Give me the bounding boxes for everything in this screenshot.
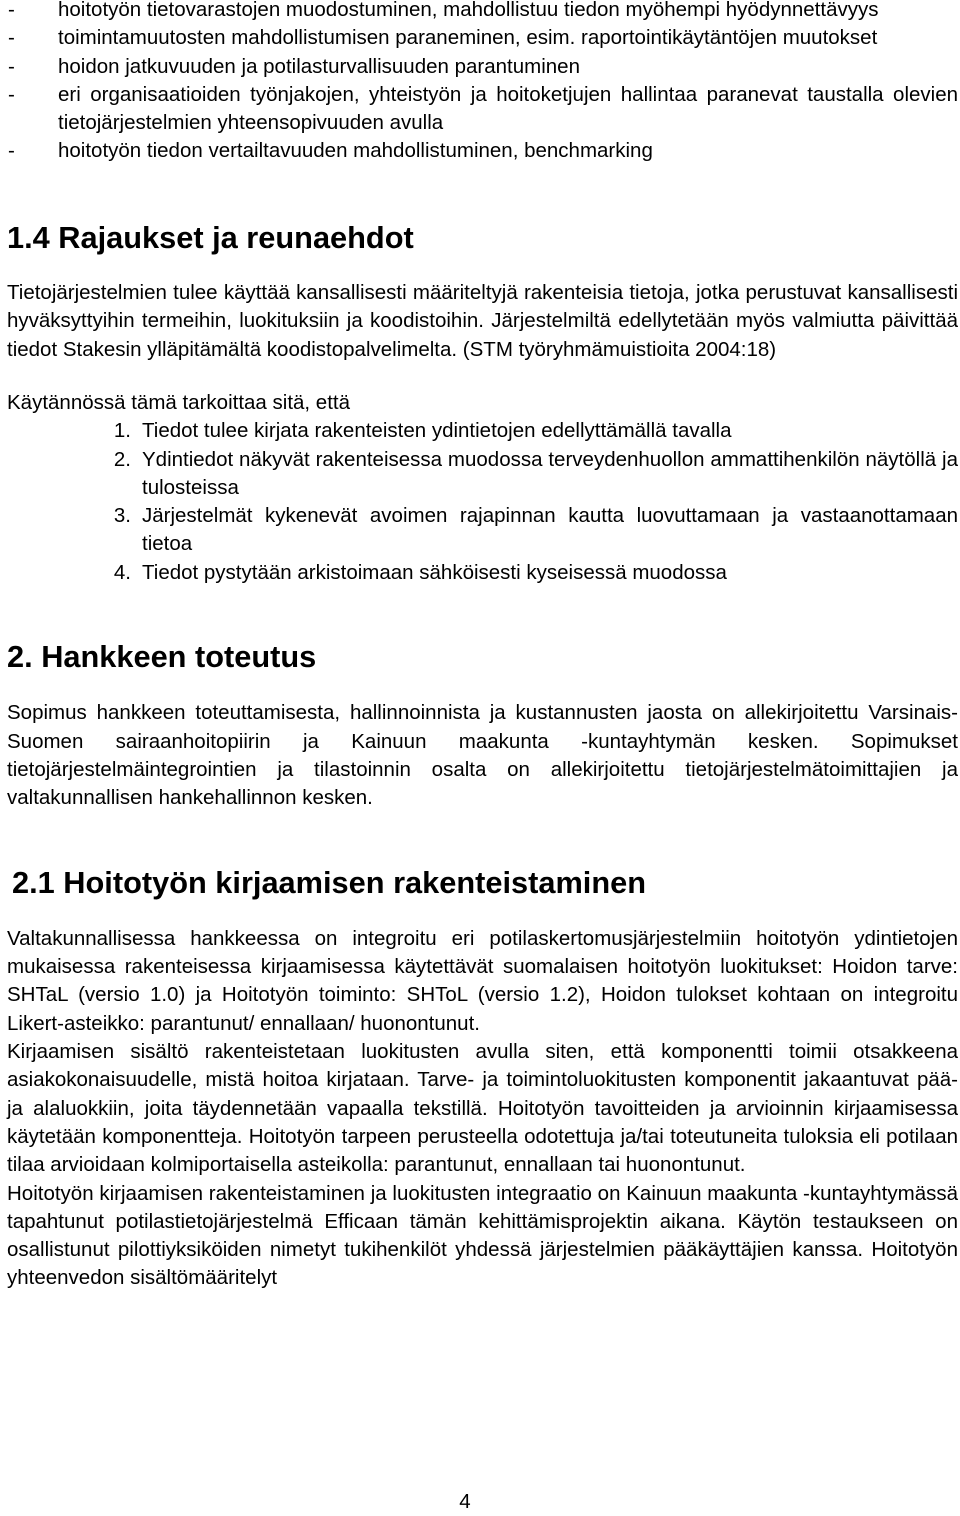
list-item (0, 81, 958, 138)
list-item-text: hoidon jatkuvuuden ja potilasturvallisuuden parantuminen (58, 54, 580, 78)
list-item-text: Tiedot tulee kirjata rakenteisten ydintietojen edellyttämällä tavalla (142, 419, 732, 443)
list-item-text: eri organisaatioiden työnjakojen, yhteistyön ja hoitoketjujen hallintaa paranevat taustalla olevien tietojärjestelmien yhteensopivuuden avulla (58, 82, 958, 135)
section-1-4-intro: Käytännössä tämä tarkoittaa sitä, että (7, 390, 350, 414)
list-item (0, 502, 958, 559)
list-number: 3. (113, 504, 131, 528)
list-dash: - (8, 82, 15, 106)
list-number: 4. (113, 560, 131, 584)
list-dash: - (8, 26, 15, 50)
list-number: 2. (113, 447, 131, 471)
list-item (0, 417, 958, 445)
section-2-1-paragraph: Kirjaamisen sisältö rakenteistetaan luokitusten avulla siten, että komponentti toimii otsakkeena asiakokonaisuudelle, mistä hoitoa kirjataan. Tarve- ja toimintoluokitusten komponentit jakaantuvat pää- ja alaluokkiin, joita täydennetään vapaalla tekstillä. Hoitotyön tavoitteiden ja arvioinnin kirjaamisessa käytetään komponentteja. Hoitotyön tarpeen perusteella odotettuja ja/tai toteutuneita tuloksia eli potilaan tilaa arvioidaan kolmiportaisella asteikolla: parantunut, ennallaan tai huonontunut. (7, 1040, 958, 1177)
section-2-1-paragraph: Valtakunnallisessa hankkeessa on integroitu eri potilaskertomusjärjestelmiin hoitotyön ydintietojen mukaisessa rakenteisessa kirjaamisessa käytettävät suomalaisen hoitotyön luokitukset: Hoidon tarve: SHTaL (versio 1.0) ja Hoitotyön toiminto: SHToL (versio 1.2), Hoidon tulokset kohtaan on integroitu Likert-asteikko: parantunut/ ennallaan/ huonontunut. (7, 926, 958, 1035)
list-item-text: toimintamuutosten mahdollistumisen paraneminen, esim. raportointikäytäntöjen muutokset (58, 26, 878, 50)
list-dash: - (8, 139, 15, 163)
list-number: 1. (113, 419, 131, 443)
list-item (0, 137, 958, 165)
section-2-paragraph: Sopimus hankkeen toteuttamisesta, hallinnoinnista ja kustannusten jaosta on allekirjoitettu Varsinais-Suomen sairaanhoitopiirin ja Kainuun maakunta -kuntayhtymän kesken. Sopimukset tietojärjestelmäintegrointien ja tilastoinnin osalta on allekirjoitettu tietojärjestelmätoimittajien ja valtakunnallisen hankehallinnon kesken. (7, 701, 958, 810)
list-dash: - (8, 54, 15, 78)
section-1-4-paragraph: Tietojärjestelmien tulee käyttää kansallisesti määriteltyjä rakenteisia tietoja, jotka perustuvat kansallisesti hyväksyttyihin termeihin, luokituksiin ja koodistoihin. Järjestelmiltä edellytetään myös valmiutta päivittää tiedot Stakesin ylläpitämältä koodistopalvelimelta. (STM työryhmämuistioita 2004:18) (7, 281, 958, 361)
list-item-text: Ydintiedot näkyvät rakenteisessa muodossa terveydenhuollon ammattihenkilön näytöllä ja tulosteissa (142, 447, 958, 499)
list-item-text: Järjestelmät kykenevät avoimen rajapinnan kautta luovuttamaan ja vastaanottamaan tietoa (142, 504, 958, 556)
list-item (0, 446, 958, 503)
list-item (0, 24, 958, 52)
list-item (0, 0, 958, 24)
section-heading-2-1: 2.1 Hoitotyön kirjaamisen rakenteistaminen (12, 864, 647, 900)
section-heading-2: 2. Hankkeen toteutus (7, 639, 317, 675)
intro-dash-list (0, 0, 958, 166)
requirements-list (0, 417, 958, 587)
page-number: 4 (459, 1490, 471, 1513)
list-item (0, 53, 958, 81)
section-2-1-paragraph: Hoitotyön kirjaamisen rakenteistaminen ja luokitusten integraatio on Kainuun maakunta -kuntayhtymässä tapahtunut potilastietojärjestelmä Efficaan tämän kehittämisprojektin aikana. Käytön testaukseen on osallistunut pilottiyksiköiden nimetyt tukihenkilöt yhdessä järjestelmien pääkäyttäjien kanssa. Hoitotyön yhteenvedon sisältömääritelyt (7, 1181, 958, 1290)
list-dash: - (8, 0, 15, 21)
section-heading-1-4: 1.4 Rajaukset ja reunaehdot (7, 219, 414, 255)
list-item-text: Tiedot pystytään arkistoimaan sähköisesti kyseisessä muodossa (142, 560, 727, 584)
list-item (0, 559, 958, 587)
list-item-text: hoitotyön tiedon vertailtavuuden mahdollistuminen, benchmarking (58, 139, 653, 163)
list-item-text: hoitotyön tietovarastojen muodostuminen, mahdollistuu tiedon myöhempi hyödynnettävyys (58, 0, 879, 21)
